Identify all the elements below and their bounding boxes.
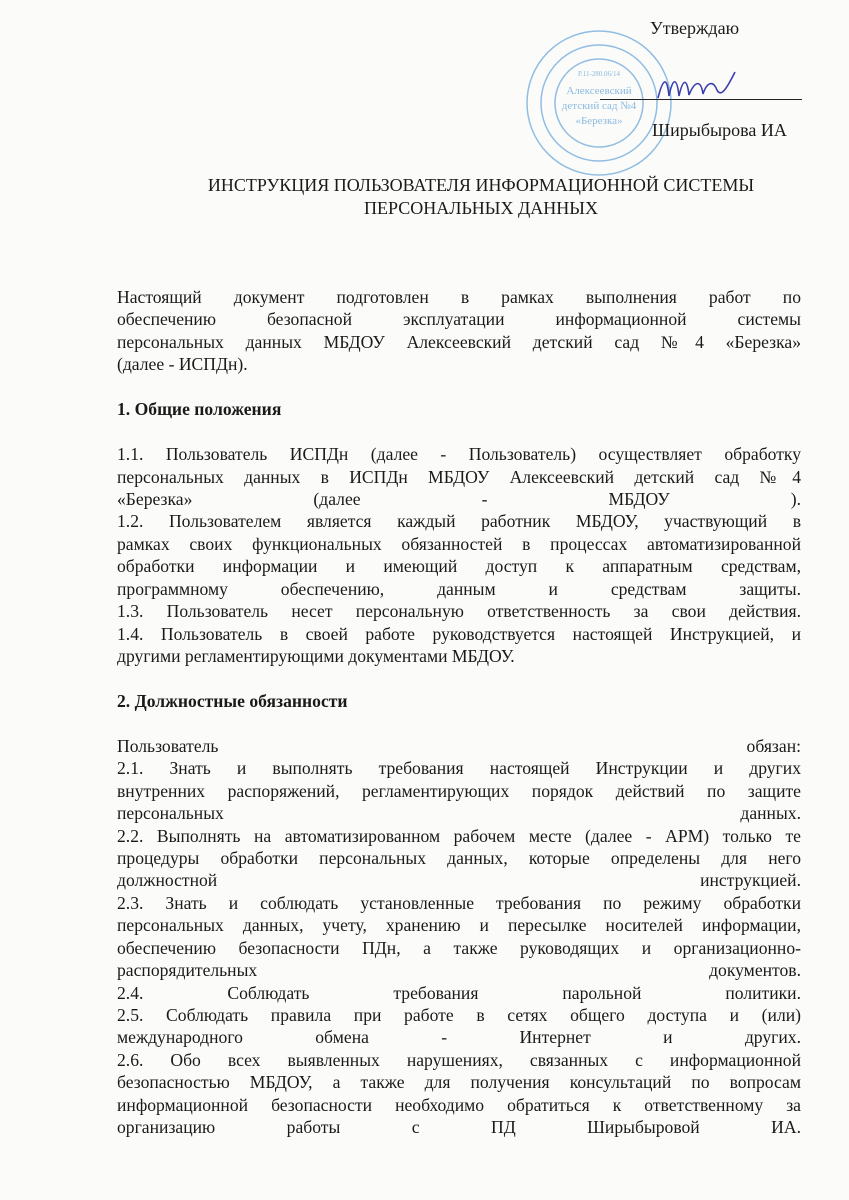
text-line: 2.4. Соблюдать требования парольной политики. xyxy=(117,982,801,1003)
document-body xyxy=(117,286,801,1139)
text-line: внутренних распоряжений, регламентирующих порядок действий по защите xyxy=(117,780,801,801)
text-line: обеспечению безопасности ПДн, а также руководящих и организационно- xyxy=(117,937,801,958)
text-line: 1.1. Пользователь ИСПДн (далее - Пользователь) осуществляет обработку xyxy=(117,444,801,465)
organization-stamp xyxy=(524,28,674,183)
blank-line xyxy=(117,421,801,443)
text-line: персональных данных в ИСПДн МБДОУ Алексеевский детский сад №4 xyxy=(117,466,801,487)
text-line: «Березка» (далее - МБДОУ ). xyxy=(117,488,801,509)
section-heading: 1. Общие положения xyxy=(117,399,282,420)
text-line: персональных данных МБДОУ Алексеевский детский сад №4 «Березка» xyxy=(117,331,801,352)
text-line: 2.3. Знать и соблюдать установленные требования по режиму обработки xyxy=(117,892,801,913)
signature-line xyxy=(600,99,802,100)
section-heading: 2. Должностные обязанности xyxy=(117,690,348,711)
text-line: Пользователь обязан: xyxy=(117,735,801,756)
text-line: информационной безопасности необходимо обратиться к ответственному за xyxy=(117,1094,801,1115)
text-line: 1.4. Пользователь в своей работе руководствуется настоящей Инструкцией, и xyxy=(117,623,801,644)
text-line: рамках своих функциональных обязанностей в процессах автоматизированной xyxy=(117,533,801,554)
text-line: другими регламентирующими документами МБДОУ. xyxy=(117,646,515,666)
text-line: процедуры обработки персональных данных, которые определены для него xyxy=(117,847,801,868)
text-line: персональных данных. xyxy=(117,803,801,824)
document-title xyxy=(100,174,849,219)
text-line: (далее - ИСПДн). xyxy=(117,354,248,375)
text-line: распорядительных документов. xyxy=(117,960,801,981)
text-line: 2.1. Знать и выполнять требования настоящей Инструкции и других xyxy=(117,758,801,779)
text-line: 1.3. Пользователь несет персональную ответственность за свои действия. xyxy=(117,601,801,622)
text-line: 2.2. Выполнять на автоматизированном рабочем месте (далее - АРМ) только те xyxy=(117,825,801,846)
svg-text:«Березка»: «Березка» xyxy=(575,115,623,127)
title-line-1: ИНСТРУКЦИЯ ПОЛЬЗОВАТЕЛЯ ИНФОРМАЦИОННОЙ СИСТЕМЫ xyxy=(207,175,755,195)
svg-text:Р.11-280.06/14: Р.11-280.06/14 xyxy=(577,70,621,78)
text-line: программному обеспечению, данным и средствам защиты. xyxy=(117,578,801,599)
text-line: обеспечению безопасной эксплуатации информационной системы xyxy=(117,309,801,330)
svg-text:детский сад №4: детский сад №4 xyxy=(561,100,637,112)
text-line: 1.2. Пользователем является каждый работник МБДОУ, участвующий в xyxy=(117,511,801,532)
text-line: международного обмена - Интернет и других. xyxy=(117,1027,801,1048)
text-line: обработки информации и имеющий доступ к аппаратным средствам, xyxy=(117,556,801,577)
signature xyxy=(655,68,740,113)
text-line: должностной инструкцией. xyxy=(117,870,801,891)
blank-line xyxy=(117,376,801,398)
svg-text:Алексеевский: Алексеевский xyxy=(566,85,632,97)
blank-line xyxy=(117,712,801,734)
text-line: безопасностью МБДОУ, а также для получения консультаций по вопросам xyxy=(117,1072,801,1093)
text-line: 2.5. Соблюдать правила при работе в сетях общего доступа и (или) xyxy=(117,1005,801,1025)
text-line: 2.6. Обо всех выявленных нарушениях, связанных с информационной xyxy=(117,1049,801,1070)
blank-line xyxy=(117,667,801,689)
text-line: персональных данных, учету, хранению и пересылке носителей информации, xyxy=(117,915,801,936)
approval-label: Утверждаю xyxy=(650,18,740,38)
approver-name: Ширыбырова ИА xyxy=(652,120,787,140)
title-line-2: ПЕРСОНАЛЬНЫХ ДАННЫХ xyxy=(364,197,598,218)
text-line: Настоящий документ подготовлен в рамках выполнения работ по xyxy=(117,287,801,307)
text-line: организацию работы с ПД Ширыбыровой ИА. xyxy=(117,1117,801,1138)
